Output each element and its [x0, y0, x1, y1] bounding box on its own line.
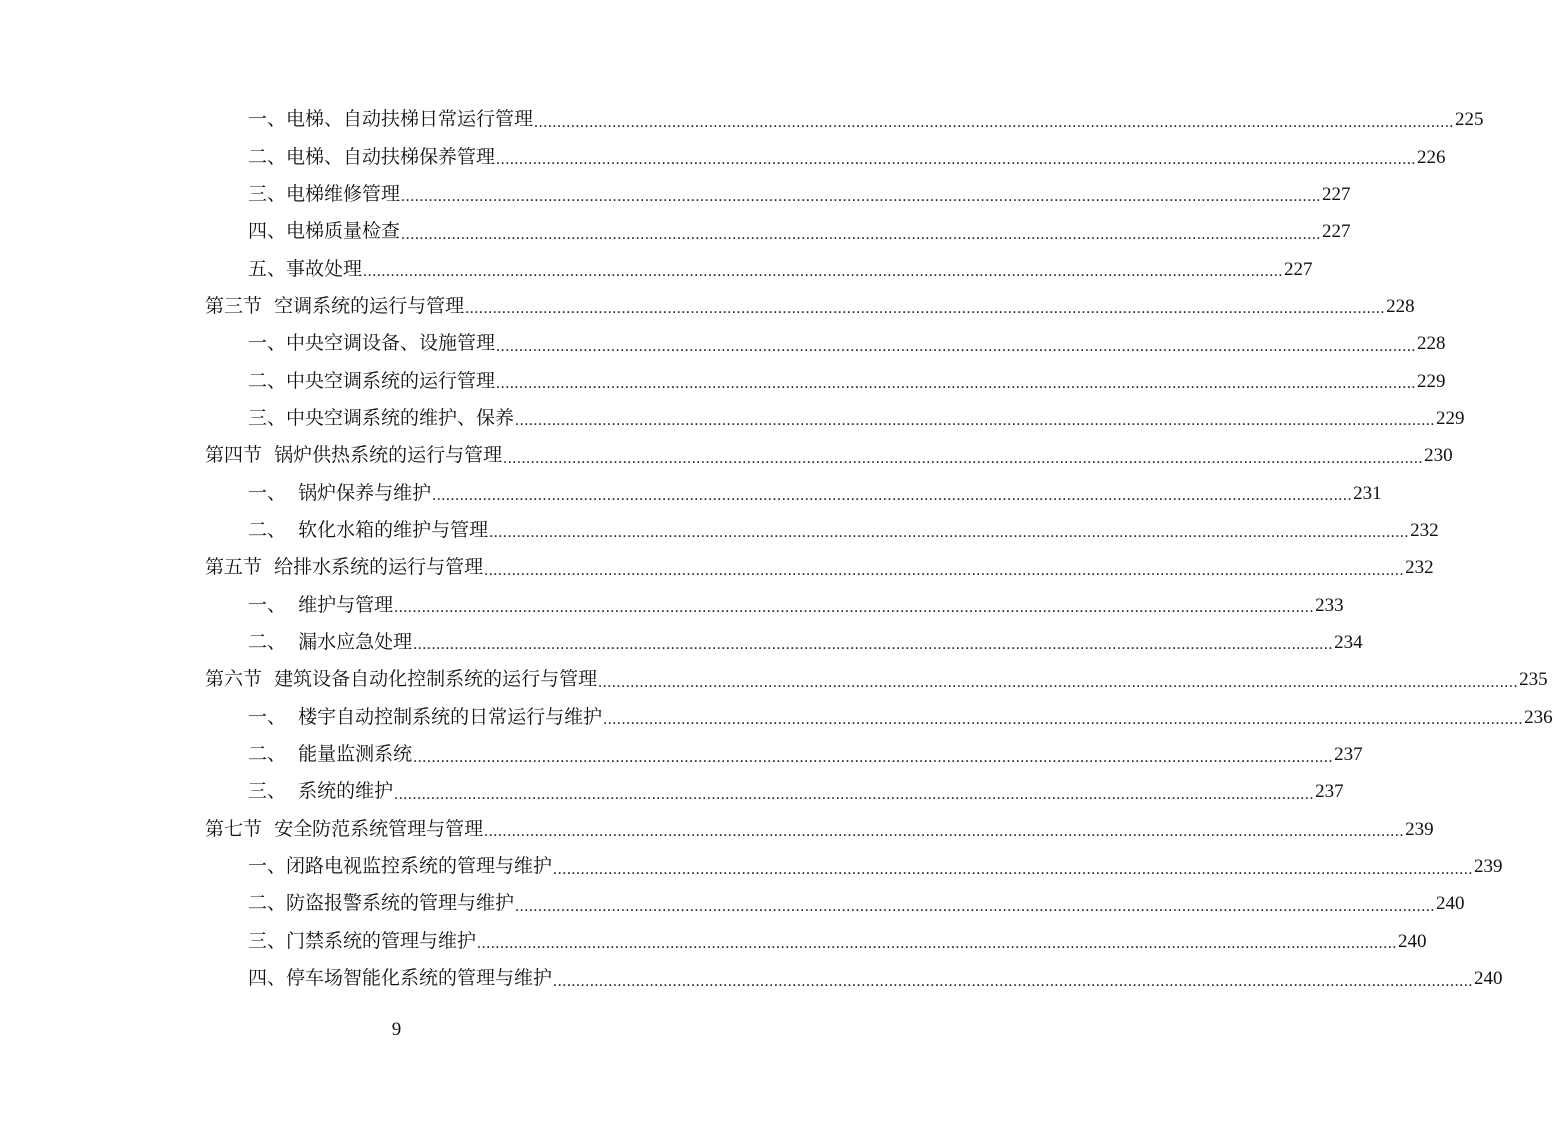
- toc-entry-label: 二、中央空调系统的运行管理: [248, 369, 496, 392]
- toc-entry-page: 234: [1334, 631, 1363, 653]
- toc-entry-page: 239: [1474, 856, 1503, 878]
- toc-dot-leader: ........................................................................................................................................................................................................: [603, 711, 1524, 729]
- toc-entry-label: 一、 锅炉保养与维护: [248, 481, 432, 504]
- toc-dot-leader: ........................................................................................................................................................................................................: [534, 113, 1455, 131]
- toc-dot-leader: ........................................................................................................................................................................................................: [432, 487, 1353, 505]
- toc-entry-label: 第三节 空调系统的运行与管理: [205, 294, 465, 317]
- toc-entry-page: 229: [1417, 370, 1446, 392]
- toc-entry-label: 一、中央空调设备、设施管理: [248, 332, 496, 355]
- toc-subsection-entry[interactable]: [0, 138, 1446, 175]
- toc-subsection-entry[interactable]: [0, 960, 1503, 997]
- toc-dot-leader: ........................................................................................................................................................................................................: [515, 412, 1436, 430]
- toc-subsection-entry[interactable]: [0, 923, 1427, 960]
- toc-subsection-entry[interactable]: [0, 213, 1351, 250]
- toc-entry-page: 232: [1410, 519, 1439, 541]
- toc-entry-page: 228: [1417, 333, 1446, 355]
- toc-subsection-entry[interactable]: [0, 624, 1363, 661]
- toc-section-entry[interactable]: [0, 288, 1415, 325]
- toc-entry-label: 第五节 给排水系统的运行与管理: [205, 556, 484, 579]
- toc-subsection-entry[interactable]: [0, 512, 1439, 549]
- toc-dot-leader: ........................................................................................................................................................................................................: [401, 225, 1322, 243]
- toc-entry-label: 三、中央空调系统的维护、保养: [248, 406, 515, 429]
- toc-entry-label: 二、 软化水箱的维护与管理: [248, 518, 489, 541]
- toc-entry-page: 227: [1322, 183, 1351, 205]
- toc-entry-label: 一、电梯、自动扶梯日常运行管理: [248, 108, 534, 131]
- toc-subsection-entry[interactable]: [0, 773, 1344, 810]
- toc-entry-page: 240: [1436, 893, 1465, 915]
- toc-entry-page: 230: [1424, 445, 1453, 467]
- toc-subsection-entry[interactable]: [0, 736, 1363, 773]
- toc-dot-leader: ........................................................................................................................................................................................................: [413, 636, 1334, 654]
- toc-section-entry[interactable]: [0, 811, 1434, 848]
- toc-dot-leader: ........................................................................................................................................................................................................: [496, 337, 1417, 355]
- toc-entry-page: 225: [1455, 109, 1484, 131]
- toc-dot-leader: ........................................................................................................................................................................................................: [394, 785, 1315, 803]
- toc-subsection-entry[interactable]: [0, 400, 1465, 437]
- toc-subsection-entry[interactable]: [0, 325, 1446, 362]
- toc-dot-leader: ........................................................................................................................................................................................................: [363, 263, 1284, 281]
- toc-entry-page: 229: [1436, 407, 1465, 429]
- toc-entry-label: 一、 维护与管理: [248, 593, 394, 616]
- toc-entry-page: 237: [1315, 781, 1344, 803]
- toc-dot-leader: ........................................................................................................................................................................................................: [394, 599, 1315, 617]
- toc-entry-label: 一、闭路电视监控系统的管理与维护: [248, 855, 553, 878]
- toc-dot-leader: ........................................................................................................................................................................................................: [553, 972, 1474, 990]
- toc-subsection-entry[interactable]: [0, 362, 1446, 399]
- toc-dot-leader: ........................................................................................................................................................................................................: [496, 151, 1417, 169]
- toc-section-entry[interactable]: [0, 549, 1434, 586]
- toc-entry-page: 236: [1524, 706, 1553, 728]
- toc-entry-label: 第四节 锅炉供热系统的运行与管理: [205, 444, 503, 467]
- toc-dot-leader: ........................................................................................................................................................................................................: [489, 524, 1410, 542]
- toc-entry-page: 231: [1353, 482, 1382, 504]
- toc-dot-leader: ........................................................................................................................................................................................................: [484, 823, 1405, 841]
- toc-subsection-entry[interactable]: [0, 250, 1313, 287]
- toc-dot-leader: ........................................................................................................................................................................................................: [477, 935, 1398, 953]
- toc-entry-page: 226: [1417, 146, 1446, 168]
- toc-dot-leader: ........................................................................................................................................................................................................: [553, 860, 1474, 878]
- toc-dot-leader: ........................................................................................................................................................................................................: [413, 748, 1334, 766]
- toc-dot-leader: ........................................................................................................................................................................................................: [503, 449, 1424, 467]
- toc-subsection-entry[interactable]: [0, 101, 1484, 138]
- toc-entry-label: 四、停车场智能化系统的管理与维护: [248, 967, 553, 990]
- toc-entry-label: 一、 楼宇自动控制系统的日常运行与维护: [248, 705, 603, 728]
- page-number: 9: [391, 1019, 402, 1040]
- toc-entry-label: 第七节 安全防范系统管理与管理: [205, 817, 484, 840]
- toc-entry-page: 233: [1315, 594, 1344, 616]
- toc-entry-page: 232: [1405, 557, 1434, 579]
- toc-subsection-entry[interactable]: [0, 885, 1465, 922]
- toc-dot-leader: ........................................................................................................................................................................................................: [598, 673, 1519, 691]
- toc-dot-leader: ........................................................................................................................................................................................................: [465, 300, 1386, 318]
- toc-entry-label: 二、防盗报警系统的管理与维护: [248, 892, 515, 915]
- toc-entry-label: 二、电梯、自动扶梯保养管理: [248, 145, 496, 168]
- toc-entry-page: 239: [1405, 818, 1434, 840]
- toc-subsection-entry[interactable]: [0, 176, 1351, 213]
- toc-entry-label: 四、电梯质量检查: [248, 220, 401, 243]
- toc-entry-label: 第六节 建筑设备自动化控制系统的运行与管理: [205, 668, 598, 691]
- toc-entry-page: 240: [1398, 930, 1427, 952]
- toc-entry-page: 227: [1284, 258, 1313, 280]
- toc-subsection-entry[interactable]: [0, 586, 1344, 623]
- toc-entry-label: 五、事故处理: [248, 257, 363, 280]
- toc-dot-leader: ........................................................................................................................................................................................................: [484, 561, 1405, 579]
- table-of-contents: [0, 101, 1553, 997]
- toc-entry-page: 228: [1386, 295, 1415, 317]
- toc-entry-label: 二、 漏水应急处理: [248, 630, 413, 653]
- toc-dot-leader: ........................................................................................................................................................................................................: [496, 375, 1417, 393]
- toc-dot-leader: ........................................................................................................................................................................................................: [515, 897, 1436, 915]
- toc-section-entry[interactable]: [0, 437, 1453, 474]
- toc-subsection-entry[interactable]: [0, 474, 1382, 511]
- toc-dot-leader: ........................................................................................................................................................................................................: [401, 188, 1322, 206]
- toc-entry-page: 227: [1322, 221, 1351, 243]
- toc-entry-page: 237: [1334, 744, 1363, 766]
- toc-entry-label: 三、门禁系统的管理与维护: [248, 929, 477, 952]
- toc-entry-label: 三、电梯维修管理: [248, 182, 401, 205]
- toc-entry-label: 三、 系统的维护: [248, 780, 394, 803]
- toc-subsection-entry[interactable]: [0, 699, 1553, 736]
- toc-entry-page: 235: [1519, 669, 1548, 691]
- toc-subsection-entry[interactable]: [0, 848, 1503, 885]
- toc-entry-label: 二、 能量监测系统: [248, 743, 413, 766]
- toc-section-entry[interactable]: [0, 661, 1548, 698]
- toc-entry-page: 240: [1474, 968, 1503, 990]
